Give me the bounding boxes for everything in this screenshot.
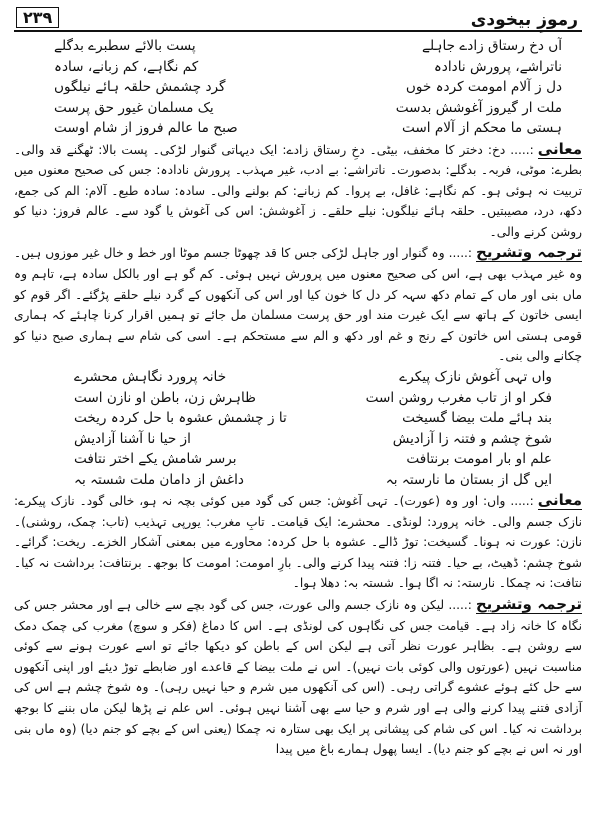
hemistich: گرد چشمش حلقہ ہائے نیلگوں [54,79,226,95]
hemistich: ایں گل از بستان ما نارستہ بہ [385,471,552,488]
tarjuma-heading: ترجمہ وتشریح [475,595,583,613]
verse-line [54,77,562,98]
hemistich: شوخ چشم و فتنہ زا آزادیش [392,430,552,447]
tarjuma-text: :..... وہ گنوار اور جاہل لڑکی جس کا قد چھوٹا جسم موٹا اور خط و خال غیر موزوں ہیں۔ وہ غیر مہذب بھی ہے، اس کی صحیح معنوں میں پرورش نہیں ہوئی۔ کم گو ہے اور بالکل سادہ ہے، تاہم وہ ماں بنی اور ماں کے تمام دکھ سہہ کر دل کا خون کیا اور اس کی آنکھوں کے گرد نیلے حلقے پڑگئے۔ اگر قوم کو ایسی خاتون کے ہاتھ سے ایک غیرت مند اور حق پرست مسلمان مل جائے تو ہمیں اقرار کرنا چاہئے کہ ہماری قومی ہستی اس خاتون کے رنج و غم اور دکھ و الم سے مستحکم ہے۔ اسی کی شام سے ہماری صبح دنیا کو چکانے والی بنی۔ [14,246,582,364]
hemistich: ہستی ما محکم از آلام است [402,120,562,136]
running-header [14,2,582,32]
book-title: رموزِ بیخودی [470,10,578,30]
verse-line [54,98,562,119]
hemistich: فکر او از تاب مغرب روشن است [365,389,552,406]
hemistich: صبح ما عالم فروز از شام اوست [54,120,238,136]
hemistich: آں دخ رستاق زادے جاہلے [422,38,562,54]
hemistich: ظاہرش زن، باطن او نازن است [74,389,256,406]
verses-block-1 [54,36,562,139]
hemistich: از حیا نا آشنا آزادیش [74,430,191,447]
hemistich: بند ہائے ملت بیضا گسیخت [402,410,552,427]
page-number: ۲۳۹ [16,7,59,28]
hemistich: ناتراشے، پرورش نادادہ [433,58,562,75]
maani-heading: معانی [537,491,582,510]
verse-line [54,36,562,57]
hemistich: علم او بار امومت برنتافت [406,451,552,468]
verse-line [54,57,562,78]
verse-line [74,388,552,409]
maani-heading: معانی [537,139,582,158]
maani-text: :..... دخ: دختر کا مخفف، بیٹی۔ دخِ رستاق زادے: ایک دیہاتی گنوار لڑکی۔ پست بالا: ٹھگنے قد والی۔ بطرے: موٹی، فربہ۔ بدگلے: بدصورت۔ ناتراشے: بے ادب، غیر مہذب۔ پرورش نادادہ: جس کی صحیح معنوں میں تربیت نہ ہوئی ہو۔ کم نگاہے: غافل، بے پروا۔ کم زبانے: کم بولنے والی۔ سادہ: سادہ طبع۔ آلام: الم کی جمع، دکھ، درد، مصیبتیں۔ حلقہ ہائے نیلگوں: نیلے حلقے۔ ز آغوشش: اس کی آغوش یا گود سے۔ عالم فروز: دنیا کو روشن کرنے والی۔ [14,142,582,239]
book-page [0,2,600,815]
tarjuma-paragraph-1 [14,242,582,367]
verse-line [74,408,552,429]
maani-paragraph-2 [14,490,582,594]
verses-block-2 [74,367,552,490]
hemistich: کم نگاہے، کم زبانے، سادہ [54,58,199,75]
hemistich: پست بالائے سطبرے بدگلے [54,38,196,54]
tarjuma-paragraph-2 [14,594,582,760]
verse-line [54,118,562,139]
hemistich: واں تہی آغوش نازک پیکرے [399,369,552,386]
maani-text: :..... واں: اور وہ (عورت)۔ تہی آغوش: جس کی گود میں کوئی بچہ نہ ہو، خالی گود۔ نازک پیکرے: نازک جسم والی۔ خانہ پرورد: لونڈی۔ محشرے: ایک قیامت۔ تابِ مغرب: یورپی تہذیب (تاب: چمک، روشنی)۔ نازن: عورت نہ ہونا۔ گسیخت: توڑ ڈالے۔ عشوہ با حل کردہ: محاورے میں بمعنی آشکار الخزے۔ ریخت: گرائے۔ شوخ چشم: ڈھیٹ، بے حیا۔ فتنہ زا: فتنہ پیدا کرنے والی۔ بارِ امومت: امومت کا بوجھ۔ برنتافت: برداشت نہ کیا۔ نتافت: نہ چمکا۔ نارستہ: نہ اگا ہوا۔ شستہ بہ: دھلا ہوا۔ [14,494,582,591]
maani-paragraph-1 [14,139,582,243]
hemistich: یک مسلمان غیور حق پرست [54,99,214,116]
tarjuma-heading: ترجمہ وتشریح [476,243,582,262]
hemistich: دل ز آلام امومت کردہ خوں [405,79,562,95]
hemistich: تا ز چشمش عشوہ با حل کردہ ریخت [74,410,287,427]
hemistich: خانہ پرورد نگاہش محشرے [74,369,227,386]
verse-line [74,470,552,491]
hemistich: برسر شامش یکے اختر نتافت [74,451,237,468]
hemistich: داغش از دامان ملت شستہ بہ [74,471,244,488]
hemistich: ملت ار گیروز آغوشش بدست [395,99,562,116]
verse-line [74,449,552,470]
verse-line [74,367,552,388]
verse-line [74,429,552,450]
tarjuma-text: :..... لیکن وہ نازک جسم والی عورت، جس کی گود بچے سے خالی ہے اور محشر جس کی نگاہ کا خانہ زاد ہے۔ قیامت جس کی نگاہوں کی لونڈی ہے۔ اس کا دماغ (فکر و سوچ) مغرب کی چمک دمک سے روشن ہے۔ بظاہر عورت نظر آتی ہے لیکن اس کے باطن کو دیکھا جائے تو اسے عورت ہونے سے کوئی مناسبت نہیں (عورتوں والی کوئی بات نہیں)۔ اس نے ملت بیضا کے قاعدے اور ضابطے توڑ دیئے اور اپنی آنکھوں سے حل کئے ہوئے عشوے گراتی رہی۔ (اس کی آنکھوں میں شرم و حیا نہیں رہی)۔ وہ شوخ چشم ہے اس کی آزادی فتنے پیدا کرنے والی ہے اور شرم و حیا سے بھی آشنا نہیں ہوئی۔ اس علم نے پڑھا لیکن ماں بننے کا بوجھ برداشت نہ کیا۔ اس کی شام کی پیشانی پر ایک بھی ستارہ نہ چمکا (یعنی اس کے بچے کو جنم دیا) (وہ ماں بنی اور نہ اس نے بچے کو جنم دیا)۔ ایسا پھول ہمارے باغ میں پیدا [14,598,582,757]
